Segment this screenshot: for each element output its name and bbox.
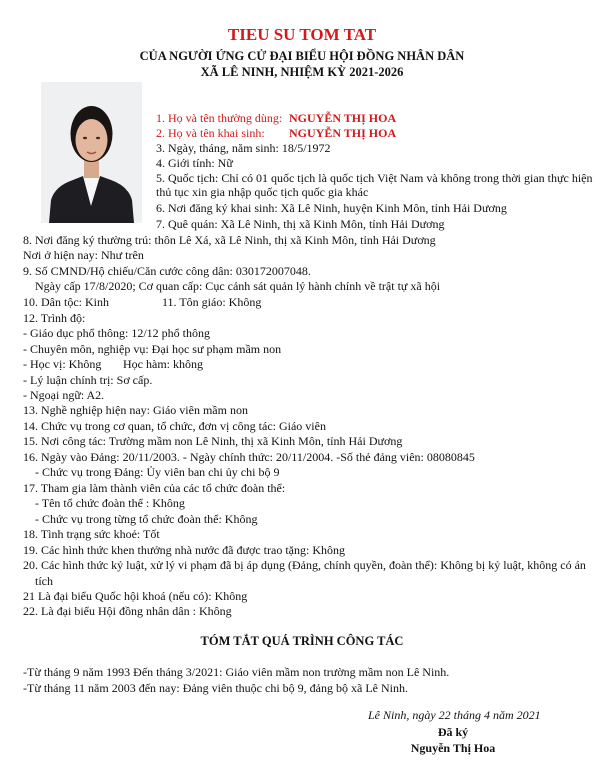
field-national-assembly: 21 Là đại biểu Quốc hội khoá (nếu có): Không xyxy=(23,589,248,603)
field-occupation: 13. Nghề nghiệp hiện nay: Giáo viên mầm non xyxy=(23,403,248,417)
work-history-heading: TÓM TẮT QUÁ TRÌNH CÔNG TÁC xyxy=(200,634,404,648)
signature-place-date: Lê Ninh, ngày 22 tháng 4 năm 2021 xyxy=(368,708,541,722)
signature-name: Nguyễn Thị Hoa xyxy=(410,741,496,755)
document-title: TIEU SU TOM TAT xyxy=(227,25,377,44)
field-education-heading: 12. Trình độ: xyxy=(23,311,86,325)
portrait-photo xyxy=(41,82,142,223)
field-foreign-language: - Ngoại ngữ: A2. xyxy=(23,388,105,402)
field-current-address: Nơi ở hiện nay: Như trên xyxy=(23,248,144,262)
document-subtitle-2: XÃ LÊ NINH, NHIỆM KỲ 2021-2026 xyxy=(200,65,404,79)
field-common-name-value: NGUYỄN THỊ HOA xyxy=(289,111,397,125)
field-nationality-cont: thủ tục xin gia nhập quốc tịch quốc gia khác xyxy=(156,185,369,199)
field-academic-title: Học hàm: không xyxy=(123,357,203,371)
field-degree: - Học vị: Không xyxy=(23,357,102,371)
field-common-name-label: 1. Họ và tên thường dùng: xyxy=(156,111,283,125)
field-political-theory: - Lý luận chính trị: Sơ cấp. xyxy=(23,373,153,387)
field-party-join: 16. Ngày vào Đảng: 20/11/2003. - Ngày chính thức: 20/11/2004. -Số thẻ đảng viên: 08080845 xyxy=(23,450,475,464)
field-discipline: 20. Các hình thức kỷ luật, xử lý vi phạm đã bị áp dụng (Đảng, chính quyền, đoàn thể): Không bị kỷ luật, không có án xyxy=(23,558,586,572)
field-organizations: 17. Tham gia làm thành viên của các tổ chức đoàn thể: xyxy=(23,481,286,495)
field-specialty: - Chuyên môn, nghiệp vụ: Đại học sư phạm mầm non xyxy=(23,342,282,356)
field-id-number: 9. Số CMND/Hộ chiếu/Căn cước công dân: 030172007048. xyxy=(23,264,311,278)
field-awards: 19. Các hình thức khen thưởng nhà nước đã được trao tặng: Không xyxy=(23,543,345,557)
field-id-issue: Ngày cấp 17/8/2020; Cơ quan cấp: Cục cảnh sát quản lý hành chính về trật tự xã hội xyxy=(35,279,441,293)
field-peoples-council: 22. Là đại biểu Hội đồng nhân dân : Không xyxy=(23,604,232,618)
field-residence: 8. Nơi đăng ký thường trú: thôn Lê Xá, xã Lê Ninh, thị xã Kinh Môn, tỉnh Hải Dương xyxy=(23,233,436,247)
field-birth-name-label: 2. Họ và tên khai sinh: xyxy=(156,126,265,140)
field-hometown: 7. Quê quán: Xã Lê Ninh, thị xã Kinh Môn, tỉnh Hải Dương xyxy=(156,217,445,231)
document-subtitle: CỦA NGƯỜI ỨNG CỬ ĐẠI BIỂU HỘI ĐỒNG NHÂN DÂN xyxy=(139,49,465,63)
field-nationality: 5. Quốc tịch: Chỉ có 01 quốc tịch là quốc tịch Việt Nam và không trong thời gian thực hiện xyxy=(156,171,593,185)
field-health: 18. Tình trạng sức khoẻ: Tốt xyxy=(23,527,160,541)
field-religion: 11. Tôn giáo: Không xyxy=(162,295,262,309)
field-general-education: - Giáo dục phổ thông: 12/12 phổ thông xyxy=(23,326,210,340)
field-position: 14. Chức vụ trong cơ quan, tổ chức, đơn vị công tác: Giáo viên xyxy=(23,419,326,433)
field-party-position: - Chức vụ trong Đảng: Ủy viên ban chi ủy chi bộ 9 xyxy=(35,465,280,479)
work-history-item: -Từ tháng 11 năm 2003 đến nay: Đảng viên thuộc chi bộ 9, đảng bộ xã Lê Ninh. xyxy=(23,681,408,695)
portrait-photo-icon xyxy=(41,82,142,223)
field-organization-position: - Chức vụ trong từng tổ chức đoàn thể: Không xyxy=(35,512,258,526)
field-organization-name: - Tên tổ chức đoàn thể : Không xyxy=(35,496,185,510)
field-birth-registration: 6. Nơi đăng ký khai sinh: Xã Lê Ninh, huyện Kinh Môn, tỉnh Hải Dương xyxy=(156,201,507,215)
field-birth-name-value: NGUYỄN THỊ HOA xyxy=(289,126,397,140)
work-history-item: -Từ tháng 9 năm 1993 Đến tháng 3/2021: Giáo viên mầm non trường mầm non Lê Ninh. xyxy=(23,665,450,679)
field-birth-date: 3. Ngày, tháng, năm sinh: 18/5/1972 xyxy=(156,141,331,155)
field-gender: 4. Giới tính: Nữ xyxy=(156,156,233,170)
field-workplace: 15. Nơi công tác: Trường mầm non Lê Ninh, thị xã Kinh Môn, tỉnh Hải Dương xyxy=(23,434,403,448)
field-ethnicity: 10. Dân tộc: Kinh xyxy=(23,295,109,309)
field-discipline-cont: tích xyxy=(35,574,53,588)
signature-status: Đã ký xyxy=(437,725,469,739)
